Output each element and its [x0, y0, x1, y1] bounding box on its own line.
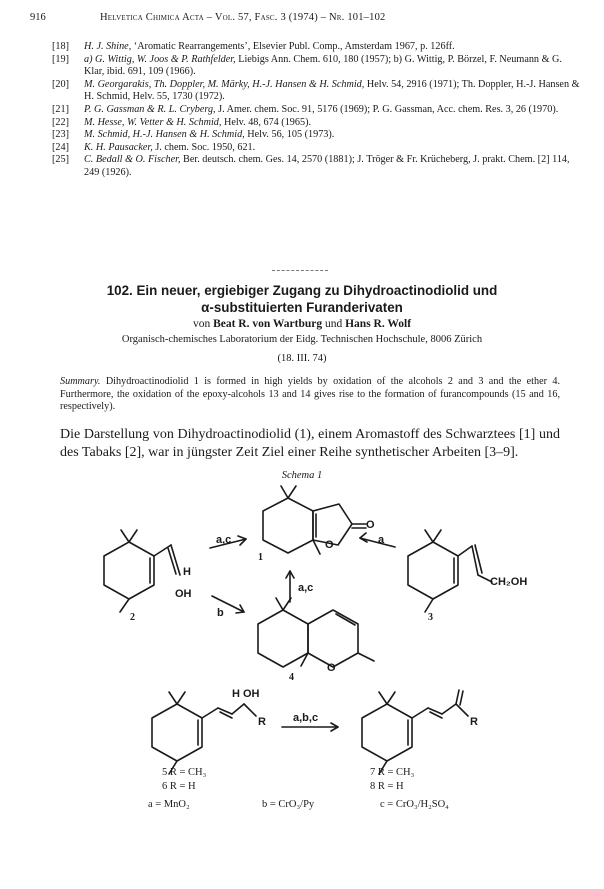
institution: Organisch-chemisches Laboratorium der Eidg. Technischen Hochschule, 8006 Zürich [121, 334, 483, 345]
article-title [40, 282, 564, 316]
reference-authors: M. Schmid, H.-J. Hansen & H. Schmid, [84, 129, 245, 141]
reference-text: J. Amer. chem. Soc. 91, 5176 (1969); P. G. Gassman, Acc. chem. Res. 3, 26 (1970). [215, 103, 559, 115]
summary-label: Summary. [60, 376, 101, 387]
reference-item [52, 154, 582, 179]
reference-text: Helv. 56, 105 (1973). [244, 129, 335, 141]
compound-number-1: 1 [258, 552, 263, 563]
reference-number: [24] [52, 141, 69, 153]
reference-authors: M. Hesse, W. Vetter & H. Schmid, [84, 116, 222, 128]
arrow-label-ac-vert: a,c [298, 582, 314, 594]
page-number: 916 [30, 12, 46, 23]
schema-label: Schema 1 [281, 470, 323, 481]
hydroxy-h-2: H [183, 566, 191, 578]
reference-authors: P. G. Gassman & R. L. Cryberg, [84, 103, 216, 115]
journal-header: Helvetica Chimica Acta – Vol. 57, Fasc. 3 (1974) – Nr. 101–102 [100, 12, 386, 23]
compound-number-2: 2 [130, 612, 135, 623]
compound-2-structure [104, 530, 180, 612]
reference-number: [23] [52, 129, 69, 141]
reference-text: Ber. deutsch. chem. Ges. 14, 2570 (1881); J. Tröger & Fr. Krücheberg, J. prakt. Chem. [2] 114, 249 (1926). [84, 154, 570, 178]
reference-authors: C. Bedall & O. Fischer, [84, 154, 181, 166]
compound-number-4: 4 [289, 672, 294, 683]
reference-text: ‘Aromatic Rearrangements’, Elsevier Publ. Comp., Amsterdam 1967, p. 126ff. [131, 41, 455, 52]
compound-7-8-structure [362, 690, 468, 774]
reagent-c: c = CrO₃/H₂SO₄ [380, 799, 449, 810]
reagent-a: a = MnO₂ [148, 799, 190, 810]
reference-item [52, 117, 582, 130]
reference-number: [19] [52, 53, 69, 65]
reference-item [52, 41, 582, 54]
reference-text: Liebigs Ann. Chem. 610, 180 (1957); b) G. Wittig, P. Börzel, F. Neumann & G. Klar, ibid. 691, 109 (1966). [84, 53, 562, 78]
reference-authors: H. J. Shine, [84, 41, 132, 52]
arrow-label-a: a [378, 534, 385, 546]
reference-item [52, 104, 582, 117]
reference-number: [18] [52, 41, 69, 52]
arrow-label-abc: a,b,c [293, 712, 319, 724]
intro-paragraph: Die Darstellung von Dihydroactinodiolid (1), einem Aromastoff des Schwarztees [1] und des Tabaks [2], war in jüngster Zeit Ziel einer Reihe synthetischer Arbeiten [3–9]. [60, 427, 560, 460]
reference-number: [25] [52, 154, 69, 166]
arrow-label-b: b [217, 607, 224, 619]
reference-text: J. chem. Soc. 1950, 621. [152, 141, 256, 153]
author-2: Hans R. Wolf [345, 318, 412, 330]
reference-number: [20] [52, 78, 69, 90]
ether-oxygen-4: O [327, 662, 336, 674]
reference-item [52, 129, 582, 142]
authors-conjunction: und [322, 318, 346, 330]
reagent-b: b = CrO₃/Py [262, 799, 315, 810]
hydroxy-oh-2: OH [175, 588, 192, 600]
compound-8-label: 8 R = H [370, 781, 404, 792]
reference-text: Helv. 54, 2916 (1971); Th. Doppler, H.-J. Hansen & H. Schmid, Helv. 55, 1730 (1972). [84, 78, 580, 103]
summary [60, 376, 560, 414]
compound-5-6-structure [152, 692, 256, 774]
title-line-1: 102. Ein neuer, ergiebiger Zugang zu Dihydroactinodiolid und [106, 283, 498, 298]
reference-authors: a) G. Wittig, W. Joos & P. Rathfelder, [84, 53, 236, 65]
compound-5-label: 5 R = CH₃ [162, 767, 207, 778]
reference-text: Helv. 48, 674 (1965). [221, 116, 312, 128]
reference-list [52, 41, 582, 180]
section-divider [272, 270, 328, 271]
reference-item [52, 142, 582, 155]
ring-oxygen-1: O [325, 539, 334, 551]
received-date: (18. III. 74) [277, 353, 327, 364]
reference-authors: M. Georgarakis, Th. Doppler, M. Märky, H.-J. Hansen & H. Schmid, [84, 78, 365, 90]
arrow-5-to-7 [282, 723, 338, 731]
authors-prefix: von [192, 318, 214, 330]
compound-1-structure [263, 486, 366, 554]
r-group-5: R [258, 716, 266, 728]
reference-number: [21] [52, 103, 69, 115]
carbonyl-oxygen-1: O [366, 519, 375, 531]
reference-item [52, 54, 582, 79]
compound-4-structure [258, 598, 374, 667]
compound-number-3: 3 [428, 612, 433, 623]
title-line-2: α-substituierten Furanderivaten [201, 300, 403, 315]
compound-7-label: 7 R = CH₃ [370, 767, 415, 778]
reference-authors: K. H. Pausacker, [84, 141, 153, 153]
compound-6-label: 6 R = H [162, 781, 196, 792]
author-1: Beat R. von Wartburg [213, 318, 323, 330]
arrow-4-to-1 [286, 571, 294, 602]
reference-number: [22] [52, 116, 69, 128]
compound-3-structure [408, 530, 492, 612]
r-group-7: R [470, 716, 478, 728]
reference-item [52, 79, 582, 104]
author-line [40, 318, 564, 330]
ch2oh-3: CH₂OH [490, 576, 528, 588]
hoh-5: H OH [232, 688, 260, 700]
summary-text: Dihydroactinodiolid 1 is formed in high yields by oxidation of the alcohols 2 and 3 and the ether 4. Furthermore, the oxidation of the epoxy-alcohols 13 and 14 gives rise to the formation of furancompounds (15 and 16, respectively). [60, 376, 560, 412]
arrow-label-ac-top: a,c [216, 534, 232, 546]
